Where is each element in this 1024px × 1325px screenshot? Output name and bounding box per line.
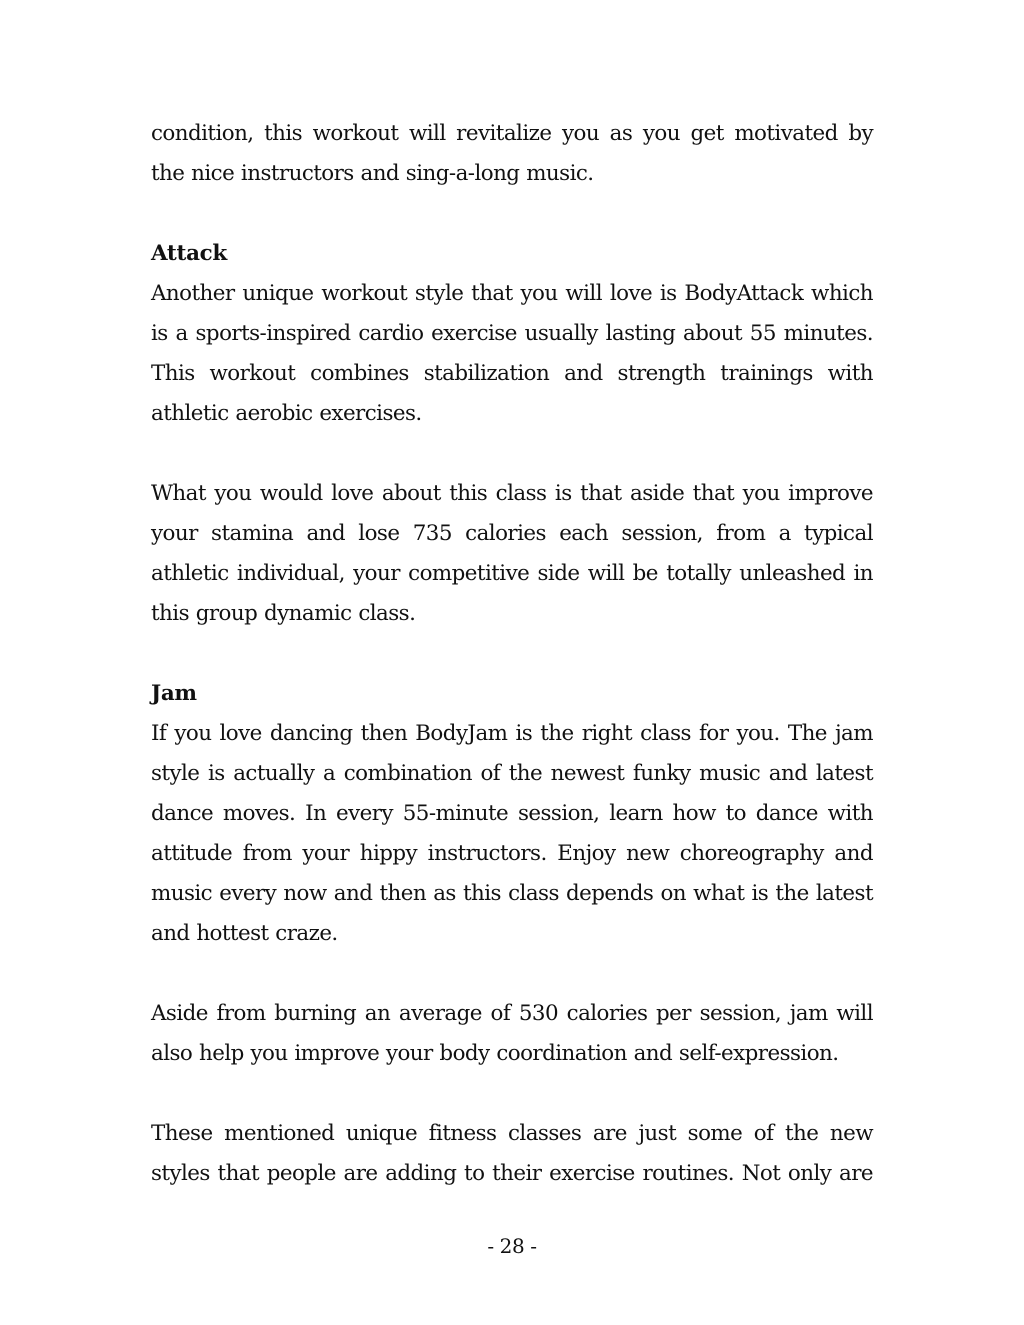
document-body [151,114,873,1194]
paragraph-jam-benefits: Aside from burning an average of 530 calories per session, jam will also help you improve your body coordination and self-expression. [151,1001,873,1066]
paragraph-spacer [151,954,873,994]
paragraph-conclusion: These mentioned unique fitness classes are just some of the new styles that people are adding to their exercise routines. Not only are [151,1121,873,1186]
page-number: - 28 - [487,1234,537,1258]
section-heading-jam: Jam [151,681,197,706]
paragraph-attack-description: Another unique workout style that you will love is BodyAttack which is a sports-inspired cardio exercise usually lasting about 55 minutes. This workout combines stabilization and strength trainings with athletic aerobic exercises. [151,281,873,426]
paragraph-spacer [151,1074,873,1114]
paragraph-spacer [151,434,873,474]
paragraph-attack-benefits: What you would love about this class is that aside that you improve your stamina and lose 735 calories each session, from a typical athletic individual, your competitive side will be totally unleashed in this group dynamic class. [151,481,873,626]
paragraph-spacer [151,634,873,674]
paragraph-intro-continuation: condition, this workout will revitalize you as you get motivated by the nice instructors and sing-a-long music. [151,121,873,186]
paragraph-jam-description: If you love dancing then BodyJam is the right class for you. The jam style is actually a combination of the newest funky music and latest dance moves. In every 55-minute session, learn how to dance with attitude from your hippy instructors. Enjoy new choreography and music every now and then as this class depends on what is the latest and hottest craze. [151,721,873,946]
paragraph-spacer [151,194,873,234]
section-heading-attack: Attack [151,241,227,266]
